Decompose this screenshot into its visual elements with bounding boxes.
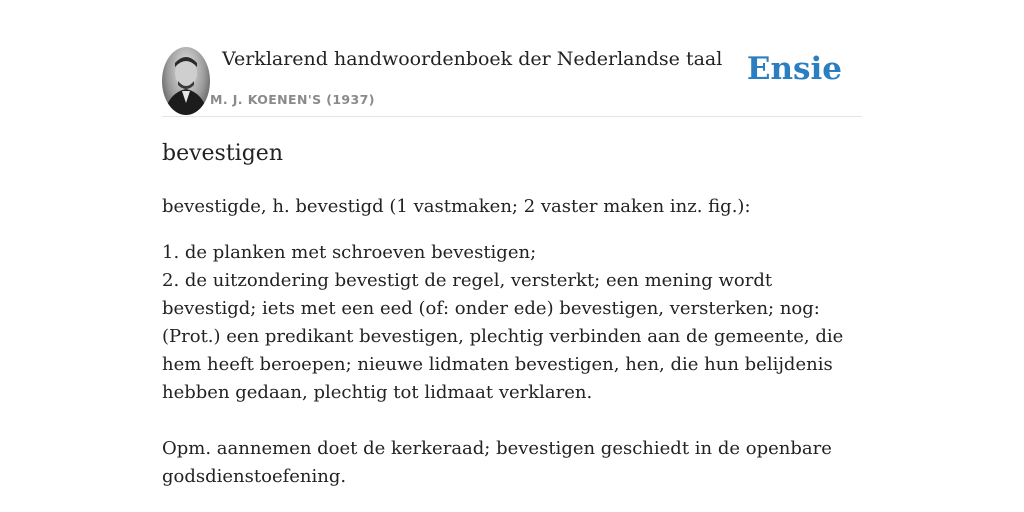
definition-2: 2. de uitzondering bevestigt de regel, versterkt; een mening wordt bevestigd; iets met een eed (of: onder ede) bevestigen, versterken; nog: (Prot.) een predikant bevestigen, plechtig verbinden aan de gemeente, die hem heeft beroepen; nieuwe lidmaten bevestigen, hen, die hun belijdenis hebben gedaan, plechtig tot lidmaat verklaren. [162,270,844,403]
author-portrait-image [162,47,210,115]
book-title: Verklarend handwoordenboek der Nederlandse taal [222,48,723,70]
entry-grammar: bevestigde, h. bevestigd (1 vastmaken; 2 vaster maken inz. fig.): [162,196,751,217]
page [162,0,862,512]
entry-note: Opm. aannemen doet de kerkeraad; bevestigen geschiedt in de openbare godsdienstoefening. [162,438,832,487]
book-author: M. J. KOENEN'S (1937) [210,92,375,107]
definition-1: 1. de planken met schroeven bevestigen; [162,242,537,263]
ensie-logo-link[interactable]: Ensie [746,51,842,87]
entry-headword: bevestigen [162,141,283,166]
entry-definitions [162,239,862,407]
author-portrait [162,47,210,115]
dictionary-header [162,0,862,117]
